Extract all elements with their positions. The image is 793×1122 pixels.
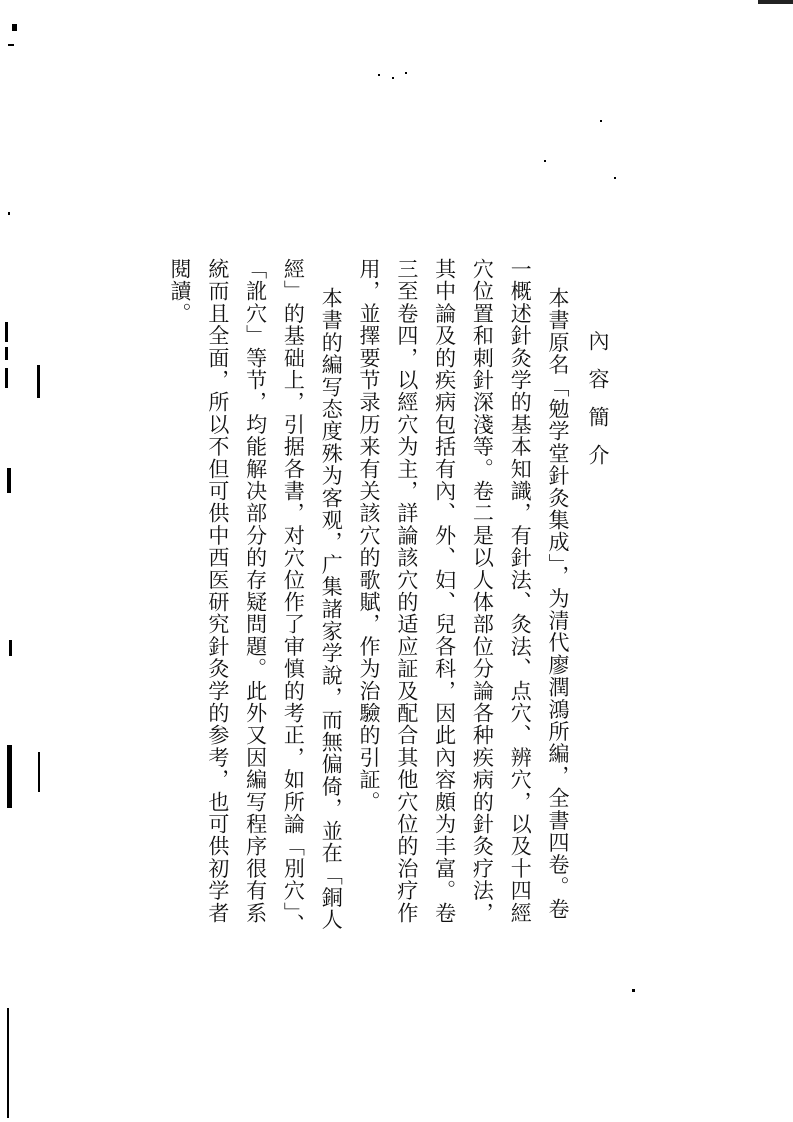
scan-dot <box>632 989 635 992</box>
scan-dot <box>600 120 602 122</box>
scan-dot <box>614 177 616 179</box>
page-title: 內容簡介 <box>586 330 610 482</box>
paragraph-2: 本書的編写态度殊为客观，广集諸家学說，而無偏倚，並在「銅人經」的基础上，引据各書，对穴位作了审慎的考正，如所論「別穴」、「訛穴」等节，均能解决部分的存疑問題。此外又因編写程序很有系統而且全面，所以不但可供中西医研究針灸学的参考，也可供初学者閱讀。 <box>168 258 344 936</box>
binding-hole-mark <box>37 365 40 398</box>
paragraph-1: 本書原名「勉学堂針灸集成」，为清代廖潤鴻所編，全書四卷。卷一概述針灸学的基本知識，有針法、灸法、点穴、辨穴，以及十四經穴位置和刺針深淺等。卷二是以人体部位分論各种疾病的針灸疗法，其中論及的疾病包括有內、外、妇、兒各科，因此內容頗为丰富。卷三至卷四，以經穴为主，詳論該穴的适应証及配合其他穴位的治疗作用，並擇要节录历来有关該穴的歌賦，作为治驗的引証。 <box>357 258 570 924</box>
scan-dot <box>405 72 407 74</box>
scan-dot <box>544 160 546 162</box>
binding-hole-mark <box>38 752 40 792</box>
scan-smudge <box>758 0 793 4</box>
binding-hole-mark <box>7 468 11 493</box>
scan-smudge <box>12 24 17 31</box>
binding-edge-mark <box>7 1008 9 1118</box>
binding-hole-mark <box>7 745 12 808</box>
binding-hole-mark <box>5 347 8 360</box>
binding-hole-mark <box>5 322 8 342</box>
introduction-text <box>168 258 576 938</box>
scan-dot <box>378 74 380 76</box>
binding-hole-mark <box>9 640 12 656</box>
scan-dot <box>8 212 10 215</box>
binding-hole-mark <box>5 368 8 388</box>
scan-dot <box>392 77 394 79</box>
scan-smudge <box>8 44 14 46</box>
